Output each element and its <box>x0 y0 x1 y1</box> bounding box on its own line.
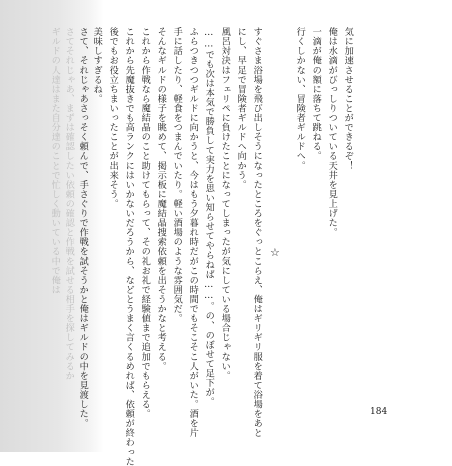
text-column: 気に加速させることができるぞ！ <box>342 27 354 171</box>
text-column: にし、早足で冒険者ギルドへ向かう。 <box>235 27 247 190</box>
text-column: ……でも次は本気で勝負して実力を思い知らせてやらねば……。の、のぼせて足下が。 <box>203 27 215 407</box>
text-column: ふらつきつつギルドに向かうと、今はもう夕暮れ時だがこの時間でもそこそこ人がいた。酒を片 <box>187 27 199 438</box>
text-column: すぐさま浴場を飛び出しそうになったところをぐっとこらえ、俺はギリギリ服を着て浴場をあと <box>251 27 263 438</box>
text-column: 一滴が俺の額に落ちて跳ねる。 <box>310 27 322 161</box>
bleed-through-column: ギルドの人達はまた自分達のことで忙しく動いている中で俺は <box>49 27 61 295</box>
text-column: 手に話したり、軽食をつまんでいたり。軽い酒場のような雰囲気だ。 <box>171 27 183 324</box>
page-number: 184 <box>370 407 388 417</box>
text-column: さて、それじゃあさっそく頼んで、手さぐりで作戦を試そうかと俺はギルドの中を見渡した。 <box>77 27 89 429</box>
bleed-through-column: さてそれじゃあ、まずは確認したい依頼の確認と作戦を試せる相手を探してみるか <box>63 27 75 381</box>
text-column: 俺は水滴がびっしりついている天井を見上げた。 <box>326 27 338 238</box>
text-column: 美味しすぎるね。 <box>91 27 103 104</box>
text-column: これから先魔抜きでも高ランクにはいかないだろうから、などとうまく言くるめれば、依頼が終わった <box>123 27 135 466</box>
section-separator: ☆ <box>270 246 280 259</box>
text-column: 風呂対決はフェリペに負けたことになってしまったが気にしている場合じゃない。 <box>219 27 231 381</box>
text-column: 行くしかない、冒険者ギルドへ。 <box>294 27 306 171</box>
text-column: そんなギルドの様子を眺めて、掲示板に魔結晶捜索依頼を出そうかなと考える。 <box>155 27 167 371</box>
text-column: 後でもお役立ちまいったことが出来そう。 <box>107 27 119 209</box>
text-column: これから作戦なら魔結晶のこと助けてもらって、その礼お礼で経験値まで追加でもらえる。 <box>139 27 151 419</box>
